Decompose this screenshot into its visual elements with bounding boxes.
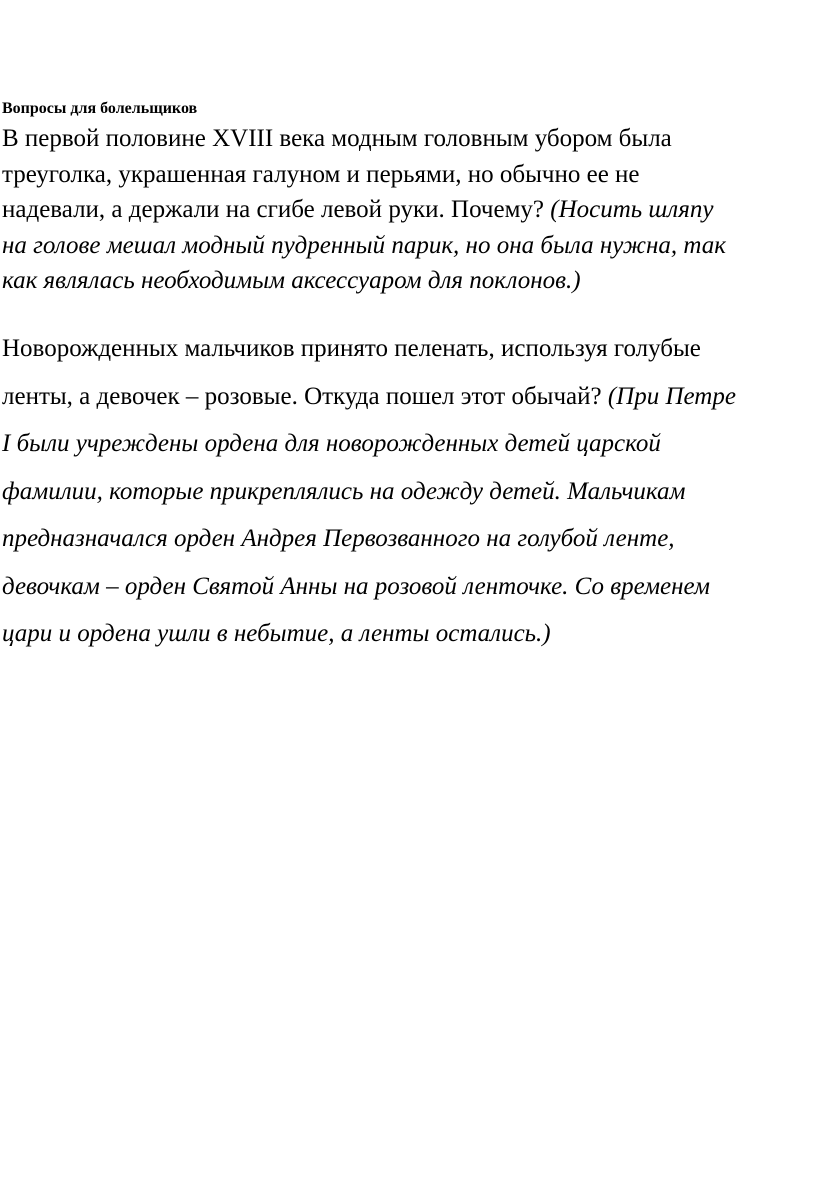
question-1-line: надевали, а держали на сгибе левой руки. Почему? (2, 196, 545, 223)
question-2 (2, 325, 812, 658)
answer-2-text: фамилии, которые прикреплялись на одежду детей. Мальчикам (2, 477, 686, 505)
answer-2-text: (При Петре (607, 382, 736, 410)
answer-1-text: на голове мешал модный пудренный парик, но она была нужна, так (2, 231, 726, 259)
section-heading: Вопросы для болельщиков (2, 100, 198, 117)
answer-2-text: цари и ордена ушли в небытие, а ленты остались.) (2, 620, 551, 647)
question-2-line: ленты, а девочек – розовые. Откуда пошел этот обычай? (2, 382, 602, 410)
question-2-line: Новорожденных мальчиков принято пеленать, используя голубые (2, 335, 701, 362)
question-1 (2, 121, 812, 299)
question-1-line: В первой половине XVIII века модным головным убором была (2, 125, 672, 152)
question-1-line: треуголка, украшенная галуном и перьями, но обычно ее не (2, 160, 640, 188)
question-1-line-with-answer-start (2, 192, 812, 228)
answer-1-text: (Носить шляпу (550, 196, 714, 223)
answer-2-text: предназначался орден Андрея Первозванного на голубой ленте, (2, 525, 675, 552)
answer-2-text: девочкам – орден Святой Анны на розовой ленточке. Со временем (2, 572, 710, 600)
question-2-line-with-answer-start (2, 373, 812, 421)
answer-1-text: как являлась необходимым аксессуаром для поклонов.) (2, 267, 581, 294)
answer-2-text: I были учреждены ордена для новорожденных детей царской (2, 430, 661, 457)
